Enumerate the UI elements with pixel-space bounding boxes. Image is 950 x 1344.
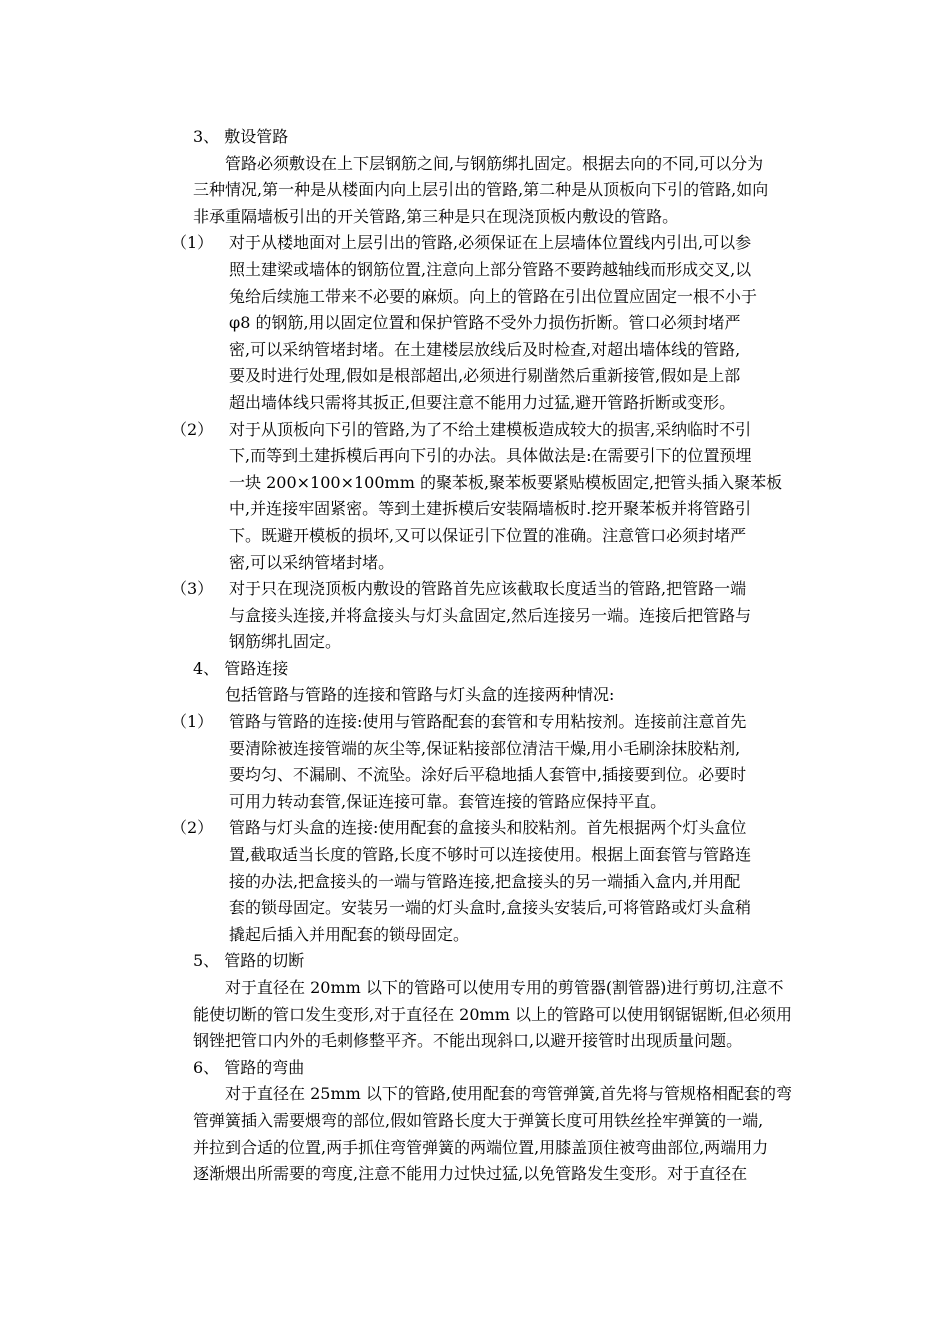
list-item-body — [229, 709, 807, 815]
paragraph-line: 能使切断的管口发生变形,对于直径在 20mm 以上的管路可以使用钢锯锯断,但必须用 — [193, 1004, 793, 1024]
paragraph-line: 钢锉把管口内外的毛刺修整平齐。不能出现斜口,以避开接管时出现质量问题。 — [193, 1031, 743, 1051]
list-item-line: 对于从楼地面对上层引出的管路,必须保证在上层墙体位置线内引出,可以参 — [229, 233, 752, 253]
list-item-line: 接的办法,把盒接头的一端与管路连接,把盒接头的另一端插入盒内,并用配 — [229, 871, 741, 891]
paragraph-line: 非承重隔墙板引出的开关管路,第三种是只在现浇顶板内敷设的管路。 — [193, 206, 679, 226]
list-item-body — [229, 576, 807, 656]
list-item-line: 管路与管路的连接:使用与管路配套的套管和专用粘按剂。连接前注意首先 — [229, 712, 747, 732]
list-item-line: 套的锁母固定。安装另一端的灯头盒时,盒接头安装后,可将管路或灯头盒稍 — [229, 898, 752, 918]
paragraph-line: 三种情况,第一种是从楼面内向上层引出的管路,第二种是从顶板向下引的管路,如向 — [193, 180, 769, 200]
list-item-number: （1） — [171, 712, 214, 732]
list-item-line: 钢筋绑扎固定。 — [229, 632, 342, 652]
paragraph-line: 对于直径在 25mm 以下的管路,使用配套的弯管弹簧,首先将与管规格相配套的弯 — [225, 1084, 793, 1104]
list-item-line: 一块 200×100×100mm 的聚苯板,聚苯板要紧贴模板固定,把管头插入聚苯板 — [229, 472, 783, 492]
list-item-body — [229, 815, 807, 948]
paragraph-line: 管路必须敷设在上下层钢筋之间,与钢筋绑扎固定。根据去向的不同,可以分为 — [225, 153, 764, 173]
section-heading: 5、 管路的切断 — [193, 951, 305, 971]
list-item-line: 超出墙体线只需将其扳正,但要注意不能用力过猛,避开管路折断或变形。 — [229, 392, 736, 412]
list-item-number: （3） — [171, 579, 214, 599]
section-heading: 4、 管路连接 — [193, 658, 289, 678]
list-item-number: （1） — [171, 233, 214, 253]
list-item-body — [229, 230, 807, 416]
list-item-body — [229, 417, 807, 577]
list-item — [171, 230, 807, 416]
list-item-line: 要均匀、不漏刷、不流坠。涂好后平稳地插人套管中,插接要到位。必要时 — [229, 765, 747, 785]
list-item-line: 密,可以采纳管堵封堵。 — [229, 552, 395, 572]
list-item-line: 下。既避开模板的损坏,又可以保证引下位置的准确。注意管口必须封堵严 — [229, 525, 747, 545]
paragraph-line: 并拉到合适的位置,两手抓住弯管弹簧的两端位置,用膝盖顶住被弯曲部位,两端用力 — [193, 1137, 769, 1157]
list-item-line: 对于从顶板向下引的管路,为了不给土建模板造成较大的损害,采纳临时不引 — [229, 419, 752, 439]
list-item-line: 与盒接头连接,并将盒接头与灯头盒固定,然后连接另一端。连接后把管路与 — [229, 605, 752, 625]
list-item — [171, 709, 807, 815]
list-item-line: 管路与灯头盒的连接:使用配套的盒接头和胶粘剂。首先根据两个灯头盒位 — [229, 818, 747, 838]
list-item-line: φ8 的钢筋,用以固定位置和保护管路不受外力损伤折断。管口必须封堵严 — [229, 313, 741, 333]
paragraph-line: 包括管路与管路的连接和管路与灯头盒的连接两种情况: — [225, 685, 615, 705]
list-item-line: 要及时进行处理,假如是根部超出,必须进行剔凿然后重新接管,假如是上部 — [229, 366, 741, 386]
section-heading: 6、 管路的弯曲 — [193, 1057, 305, 1077]
document-body — [171, 124, 807, 1188]
list-item-line: 密,可以采纳管堵封堵。在土建楼层放线后及时检查,对超出墙体线的管路, — [229, 339, 741, 359]
list-item-line: 要清除被连接管端的灰尘等,保证粘接部位清洁干燥,用小毛刷涂抹胶粘剂, — [229, 738, 741, 758]
paragraph-line: 管弹簧插入需要煨弯的部位,假如管路长度大于弹簧长度可用铁丝拴牢弹簧的一端, — [193, 1110, 764, 1130]
list-item-line: 可用力转动套管,保证连接可靠。套管连接的管路应保持平直。 — [229, 791, 667, 811]
list-item — [171, 576, 807, 656]
list-item-line: 中,并连接牢固紧密。等到土建拆模后安装隔墙板时.挖开聚苯板并将管路引 — [229, 499, 752, 519]
section-heading: 3、 敷设管路 — [193, 127, 289, 146]
list-item — [171, 815, 807, 948]
list-item-line: 对于只在现浇顶板内敷设的管路首先应该截取长度适当的管路,把管路一端 — [229, 579, 747, 599]
list-item — [171, 417, 807, 577]
list-item-line: 撬起后插入并用配套的锁母固定。 — [229, 924, 470, 944]
list-item-line: 兔给后续施工带来不必要的麻烦。向上的管路在引出位置应固定一根不小于 — [229, 286, 758, 306]
list-item-number: （2） — [171, 818, 214, 838]
list-item-line: 置,截取适当长度的管路,长度不够时可以连接使用。根据上面套管与管路连 — [229, 845, 752, 865]
list-item-line: 下,而等到土建拆模后再向下引的办法。具体做法是:在需要引下的位置预埋 — [229, 446, 752, 466]
paragraph-line: 对于直径在 20mm 以下的管路可以使用专用的剪管器(割管器)进行剪切,注意不 — [225, 978, 784, 997]
paragraph-line: 逐渐煨出所需要的弯度,注意不能用力过快过猛,以免管路发生变形。对于直径在 — [193, 1164, 748, 1184]
list-item-line: 照土建梁或墙体的钢筋位置,注意向上部分管路不要跨越轴线而形成交叉,以 — [229, 259, 752, 279]
list-item-number: （2） — [171, 419, 214, 439]
